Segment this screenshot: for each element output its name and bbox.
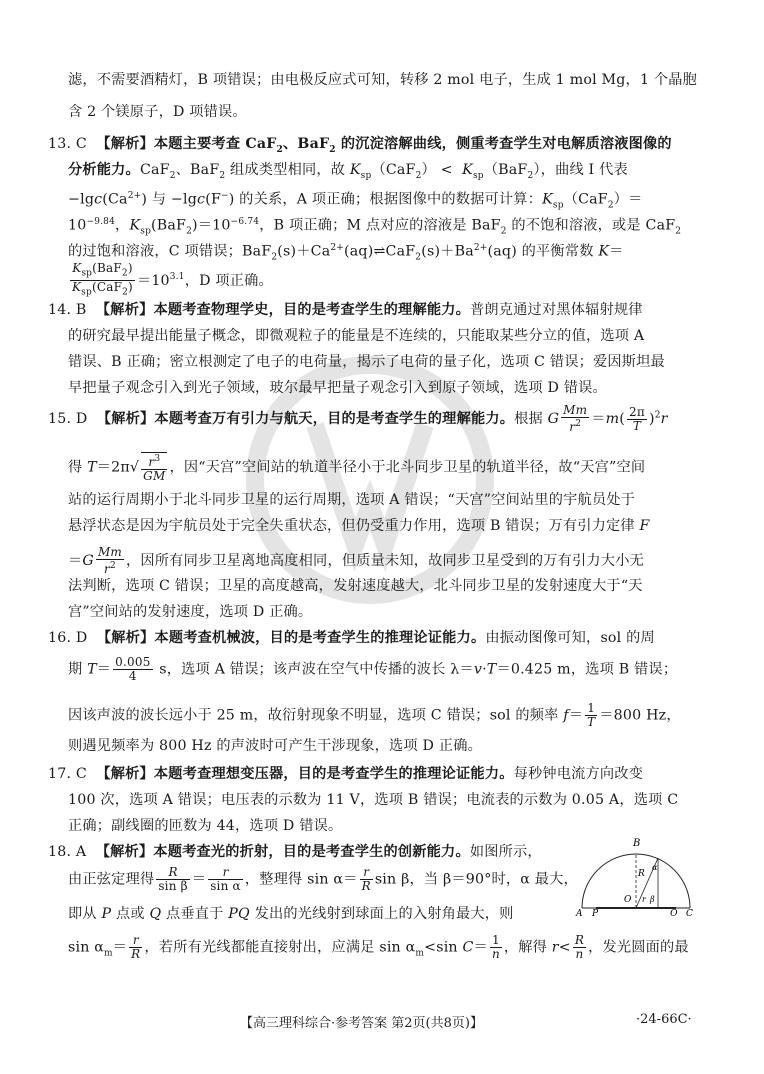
q14-line-3: 错误、B 正确；密立根测定了电子的电荷量，揭示了电荷的量子化，选项 C 错误；爱因斯坦最	[68, 354, 665, 370]
label-beta: β	[650, 895, 655, 904]
q17-line-2: 100 次，选项 A 错误；电压表的示数为 11 V，选项 B 错误；电流表的示数为 0.05 A，选项 C	[68, 792, 679, 808]
q14-line-1: 14. B 【解析】本题考查物理学史，目的是考查学生的理解能力。普朗克通过对黑体辐射规律	[48, 302, 643, 318]
hemisphere-diagram	[574, 836, 698, 916]
q13-line-3: $-\lg c(Ca^{2+})$ 与 −lgc(F−) 的关系，A 项正确；根据图像中的数据可计算：$K_{sp}(CaF_2)=$	[68, 191, 643, 211]
q18-line-4: $\sin \alpha_m=$ $\frac{r}{R}$ ，若所有光线都能直接射出，应满足 $\sin \alpha_m<\sin$ C＝ $\frac{1}{n}$ ，解得 r< $\frac{R}{n}$ ，发光圆面的最	[68, 933, 689, 961]
q16-line-3: 因该声波的波长远小于 25 m，故衍射现象不明显，选项 C 错误；sol 的频率 f＝ $\frac{1}{T}$ ＝800 Hz，	[68, 701, 681, 729]
q15-line-1: 15. D 【解析】本题考查万有引力与航天，目的是考查学生的理解能力。根据 G $\frac{Mm}{r^2}$ ＝m( $\frac{2\pi}{T}$ )$^2$r	[48, 403, 668, 434]
q13-line-4: $10^{-9.84}$，$K_{sp}(BaF_2)=10^{-6.74}$，B 项正确；M 点对应的溶液是 BaF$_2$ 的不饱和溶液，或是 CaF$_2$	[68, 217, 682, 237]
q14-line-2: 的研究最早提出能量子概念，即微观粒子的能量是不连续的，只能取某些分立的值，选项 A	[68, 328, 645, 344]
q15-line-3: 站的运行周期小于北斗同步卫星的运行周期，选项 A 错误；“天宫”空间站里的宇航员处于	[68, 492, 636, 508]
label-A: A	[576, 909, 583, 916]
label-B: B	[633, 838, 641, 849]
q18-line-2: 由正弦定理得 $\frac{R}{\text{sin β}}$ ＝ $\frac{r}{\text{sin α}}$ ，整理得 sin α＝ $\frac{r}{R}$ sin β，当 β＝90°时，α 最大，	[68, 865, 578, 893]
label-C: C	[686, 909, 693, 916]
q18-line-1: 18. A 【解析】本题考查光的折射，目的是考查学生的创新能力。如图所示，	[48, 844, 542, 860]
q13-line-1: 13. C 【解析】本题主要考查 CaF$_2$、BaF$_2$ 的沉淀溶解曲线，侧重考查学生对电解质溶液图像的	[48, 136, 672, 155]
text-line: 含 2 个镁原子，D 项错误。	[68, 104, 247, 120]
label-R: R	[638, 869, 645, 879]
label-Q: Q	[670, 909, 678, 916]
q17-line-1: 17. C 【解析】本题考查理想变压器，目的是考查学生的推理论证能力。每秒钟电流方向改变	[48, 766, 644, 782]
footer-title: 【高三理科综合·参考答案 第2页(共8页)】	[240, 1016, 483, 1031]
q16-line-1: 16. D 【解析】本题考查机械波，目的是考查学生的推理论证能力。由振动图像可知，sol 的周	[48, 630, 655, 646]
q16-line-2: 期 T＝ $\frac{0.005}{4}$ s，选项 A 错误；该声波在空气中传播的波长 λ＝v·T＝0.425 m，选项 B 错误；	[68, 655, 678, 683]
label-O: O	[624, 895, 632, 905]
footer-code: ·24-66C·	[636, 1012, 692, 1027]
q17-line-3: 正确；副线圈的匝数为 44，选项 D 错误。	[68, 818, 343, 834]
label-r: r	[642, 895, 646, 904]
text-line: 滤，不需要酒精灯，B 项错误；由电极反应式可知，转移 2 mol 电子，生成 1 mol Mg，1 个晶胞	[68, 72, 698, 88]
q13-line-2: 分析能力。CaF$_2$、BaF$_2$ 组成类型相同，故 $K_{sp}(CaF_2) < K_{sp}(BaF_2)$，曲线 Ⅰ 代表	[68, 162, 628, 181]
q16-line-4: 则遇见频率为 800 Hz 的声波时可产生干涉现象，选项 D 正确。	[68, 738, 482, 754]
q15-line-6: 法判断，选项 C 错误；卫星的高度越高，发射速度越大，北斗同步卫星的发射速度大于“天	[68, 578, 643, 594]
q13-line-6: $\frac{K_{sp}(BaF_2)}{K_{sp}(CaF_2)}$ $=10^{3.1}$，D 项正确。	[72, 261, 273, 298]
q18-line-3: 即从 P 点或 Q 点垂直于 PQ 发出的光线射到球面上的入射角最大，则	[68, 906, 514, 922]
q15-line-2: 得 T＝2π√ $\frac{r^3}{GM}$ ，因“天宫”空间站的轨道半径小于北斗同步卫星的轨道半径，故“天宫”空间	[68, 454, 646, 483]
label-P: P	[592, 909, 599, 916]
q14-line-4: 早把量子观念引入到光子领域，玻尔最早把量子观念引入到原子领域，选项 D 错误。	[68, 380, 607, 396]
label-alpha: α	[652, 863, 658, 872]
q15-line-7: 宫”空间站的发射速度，选项 D 正确。	[68, 604, 313, 620]
q15-line-4: 悬浮状态是因为宇航员处于完全失重状态，但仍受重力作用，选项 B 错误；万有引力定律 F	[68, 518, 650, 534]
q13-line-5: 的过饱和溶液，C 项错误；$BaF_2(s)+Ca^{2+}(aq)\rightleftharpoons CaF_2(s)+Ba^{2+}(aq)$ 的平衡常数 K＝	[68, 243, 624, 263]
q15-line-5: ＝G $\frac{Mm}{r^2}$ ，因所有同步卫星离地高度相同，但质量未知，故同步卫星受到的万有引力大小无	[68, 545, 644, 576]
